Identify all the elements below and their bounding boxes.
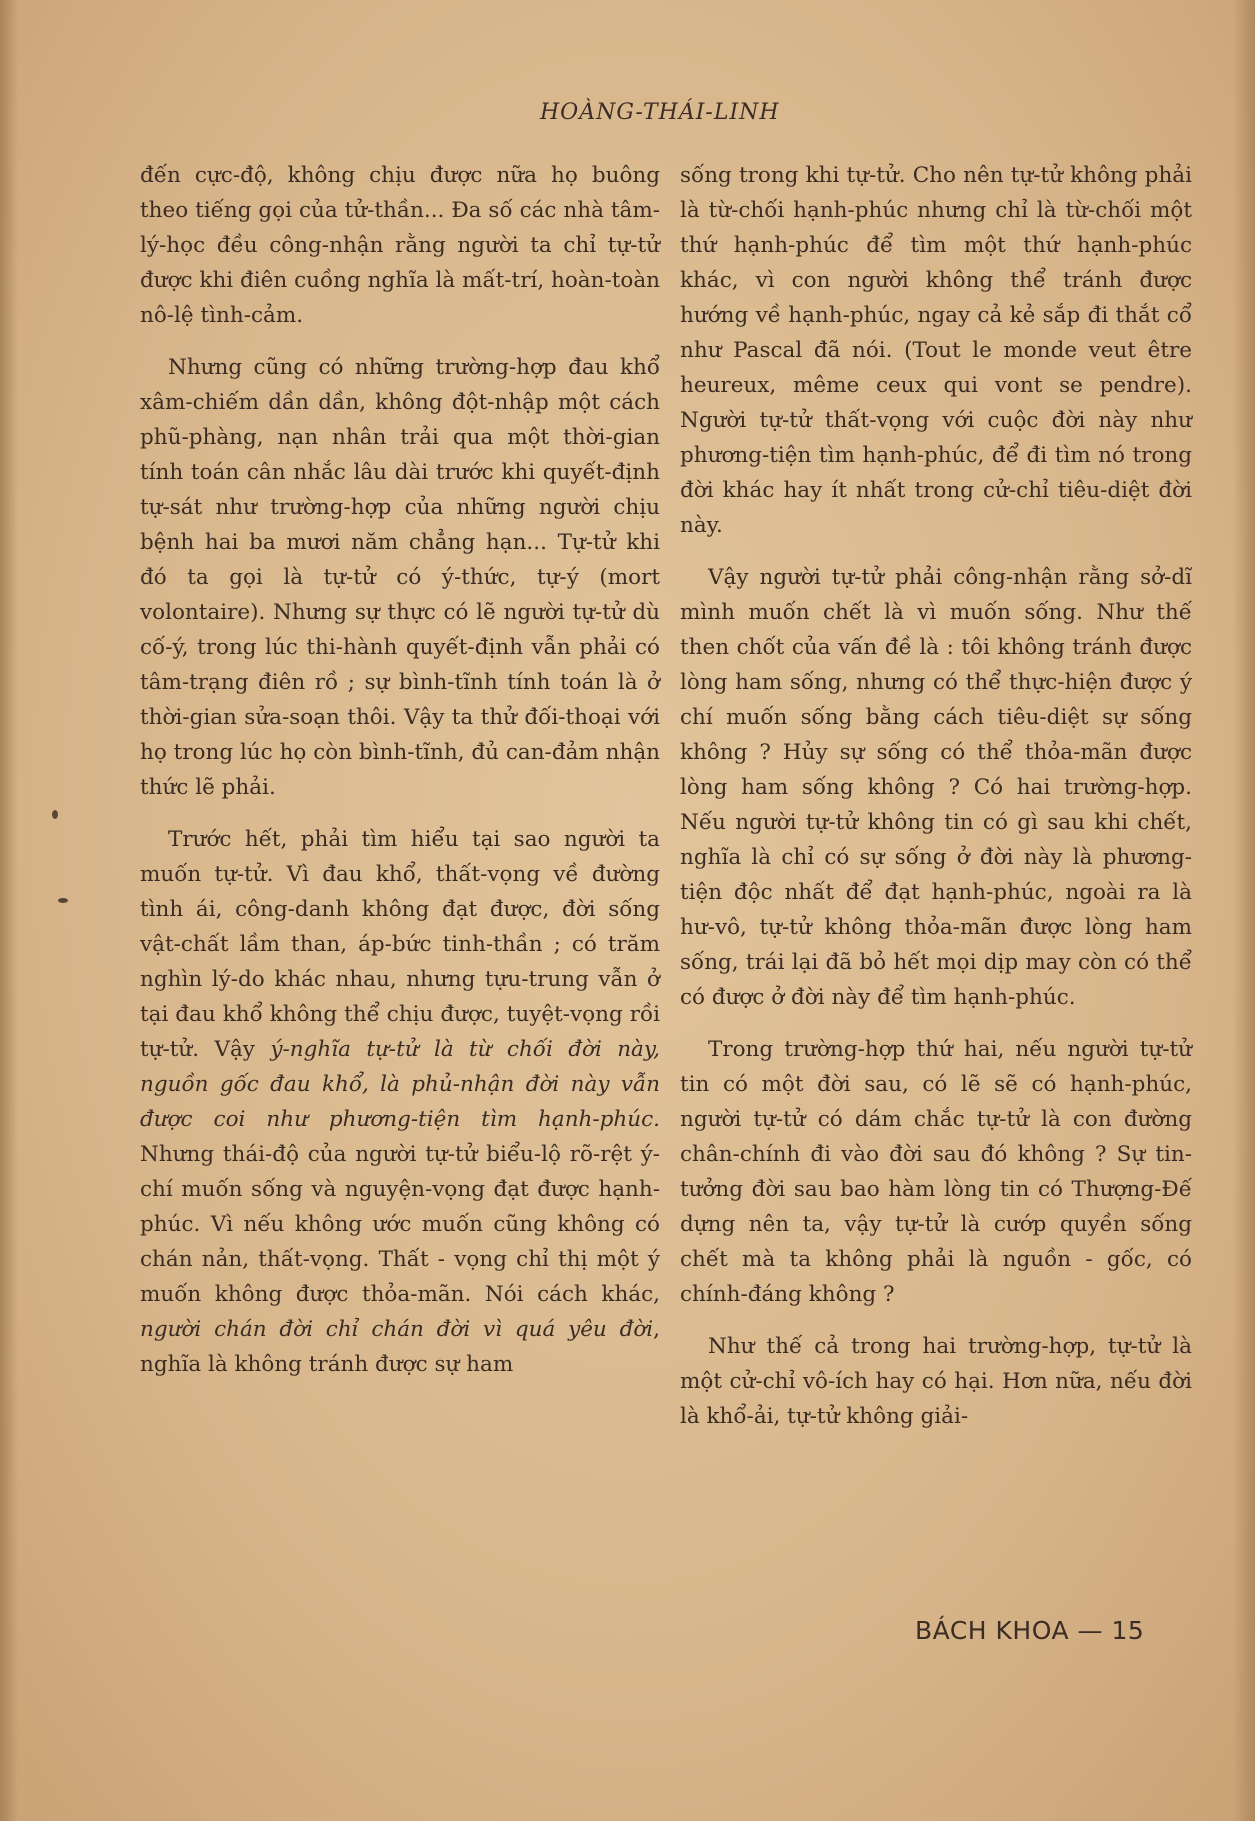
left-paragraph-3 — [140, 822, 660, 1382]
right-paragraph-1: sống trong khi tự-tử. Cho nên tự-tử không phải là từ-chối hạnh-phúc nhưng chỉ là từ-chối một thứ hạnh-phúc để tìm một thứ hạnh-phúc khác, vì con người không thể tránh được hướng về hạnh-phúc, ngay cả kẻ sắp đi thắt cổ như Pascal đã nói. (Tout le monde veut être heureux, même ceux qui vont se pendre). Người tự-tử thất-vọng với cuộc đời này như phương-tiện tìm hạnh-phúc, để đi tìm nó trong đời khác hay ít nhất trong cử-chỉ tiêu-diệt đời này. — [680, 163, 1192, 538]
left-paragraph-3-text-c: , nghĩa là không tránh được sự ham — [140, 1317, 660, 1377]
right-column — [680, 158, 1192, 1451]
right-paragraph-2: Vậy người tự-tử phải công-nhận rằng sở-dĩ mình muốn chết là vì muốn sống. Như thế then chốt của vấn đề là : tôi không tránh được lòng ham sống, nhưng có thể thực-hiện được ý chí muốn sống bằng cách tiêu-diệt sự sống không ? Hủy sự sống có thể thỏa-mãn được lòng ham sống không ? Có hai trường-hợp. Nếu người tự-tử không tin có gì sau khi chết, nghĩa là chỉ có sự sống ở đời này là phương-tiện độc nhất để đạt hạnh-phúc, ngoài ra là hư-vô, tự-tử không thỏa-mãn được lòng ham sống, trái lại đã bỏ hết mọi dịp may còn có thể có được ở đời này để tìm hạnh-phúc. — [680, 565, 1192, 1010]
left-column — [140, 158, 660, 1399]
left-paragraph-3-text-b: Nhưng thái-độ của người tự-tử biểu-lộ rõ-rệt ý-chí muốn sống và nguyện-vọng đạt được hạnh-phúc. Vì nếu không ước muốn cũng không có chán nản, thất-vọng. Thất - vọng chỉ thị một ý muốn không được thỏa-mãn. Nói cách khác, — [140, 1142, 660, 1307]
running-header: HOÀNG-THÁI-LINH — [540, 100, 780, 125]
page-edge-right — [1233, 0, 1255, 1821]
right-paragraph-3: Trong trường-hợp thứ hai, nếu người tự-tử tin có một đời sau, có lẽ sẽ có hạnh-phúc, người tự-tử có dám chắc tự-tử là con đường chân-chính đi vào đời sau đó không ? Sự tin-tưởng đời sau bao hàm lòng tin có Thượng-Đế dựng nên ta, vậy tự-tử là cướp quyền sống chết mà ta không phải là nguồn - gốc, có chính-đáng không ? — [680, 1037, 1192, 1307]
ink-speck — [52, 810, 58, 819]
left-paragraph-3-emphasis: ý-nghĩa tự-tử là từ chối đời này, nguồn gốc đau khổ, là phủ-nhận đời này vẫn được coi như phương-tiện tìm hạnh-phúc. — [140, 1037, 661, 1132]
right-paragraph-4: Như thế cả trong hai trường-hợp, tự-tử là một cử-chỉ vô-ích hay có hại. Hơn nữa, nếu đời là khổ-ải, tự-tử không giải- — [680, 1334, 1192, 1429]
ink-speck — [58, 898, 68, 903]
left-paragraph-2: Nhưng cũng có những trường-hợp đau khổ xâm-chiếm dần dần, không đột-nhập một cách phũ-phàng, nạn nhân trải qua một thời-gian tính toán cân nhắc lâu dài trước khi quyết-định tự-sát như trường-hợp của những người chịu bệnh hai ba mươi năm chẳng hạn... Tự-tử khi đó ta gọi là tự-tử có ý-thức, tự-ý (mort volontaire). Nhưng sự thực có lẽ người tự-tử dù cố-ý, trong lúc thi-hành quyết-định vẫn phải có tâm-trạng điên rồ ; sự bình-tĩnh tính toán là ở thời-gian sửa-soạn thôi. Vậy ta thử đối-thoại với họ trong lúc họ còn bình-tĩnh, đủ can-đảm nhận thức lẽ phải. — [140, 355, 660, 800]
page-footer: BÁCH KHOA — 15 — [915, 1616, 1145, 1645]
page-edge-left — [0, 0, 18, 1821]
left-paragraph-1: đến cực-độ, không chịu được nữa họ buông theo tiếng gọi của tử-thần... Đa số các nhà tâm-lý-học đều công-nhận rằng người ta chỉ tự-tử được khi điên cuồng nghĩa là mất-trí, hoàn-toàn nô-lệ tình-cảm. — [140, 163, 660, 328]
left-paragraph-3-emphasis-2: người chán đời chỉ chán đời vì quá yêu đời — [140, 1317, 654, 1342]
left-paragraph-3-text-a: Trước hết, phải tìm hiểu tại sao người ta muốn tự-tử. Vì đau khổ, thất-vọng về đường tình ái, công-danh không đạt được, đời sống vật-chất lầm than, áp-bức tinh-thần ; có trăm nghìn lý-do khác nhau, nhưng tựu-trung vẫn ở tại đau khổ không thể chịu được, tuyệt-vọng rồi tự-tử. Vậy — [140, 827, 660, 1062]
